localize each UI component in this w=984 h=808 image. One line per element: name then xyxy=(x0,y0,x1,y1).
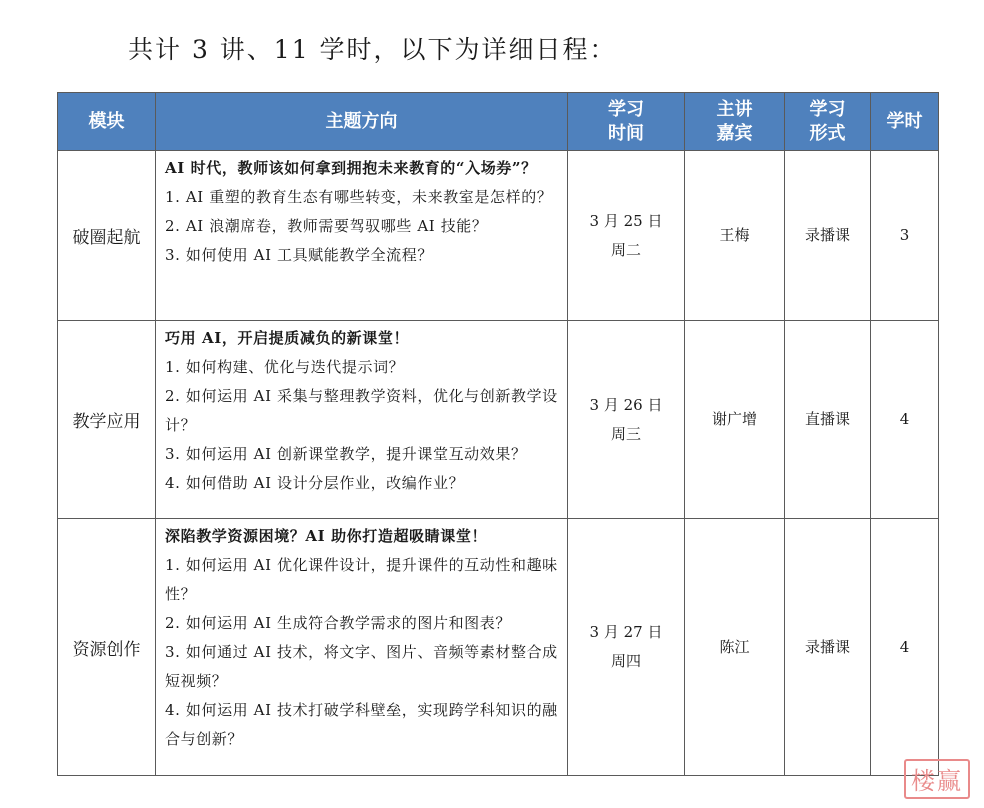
topic-item: 3. 如何通过 AI 技术，将文字、图片、音频等素材整合成短视频？ xyxy=(165,643,558,690)
table-row xyxy=(58,519,939,776)
topic-title: 巧用 AI，开启提质减负的新课堂！ xyxy=(165,329,410,347)
speaker-cell: 王梅 xyxy=(685,151,785,321)
topic-cell xyxy=(156,519,568,776)
hours-cell: 4 xyxy=(871,321,939,519)
topic-item: 1. 如何构建、优化与迭代提示词？ xyxy=(165,358,405,376)
header-speaker: 主讲 嘉宾 xyxy=(685,93,785,151)
format-cell: 录播课 xyxy=(785,151,871,321)
topic-item: 2. AI 浪潮席卷，教师需要驾驭哪些 AI 技能？ xyxy=(165,217,488,235)
table-row xyxy=(58,321,939,519)
hours-cell: 4 xyxy=(871,519,939,776)
topic-item: 3. 如何使用 AI 工具赋能教学全流程？ xyxy=(165,246,433,264)
date-text: 3 月 27 日 xyxy=(589,623,663,641)
module-cell: 破圈起航 xyxy=(58,151,156,321)
time-cell xyxy=(568,151,685,321)
topic-item: 3. 如何运用 AI 创新课堂教学，提升课堂互动效果？ xyxy=(165,445,527,463)
weekday-text: 周三 xyxy=(610,424,641,443)
time-cell xyxy=(568,321,685,519)
topic-cell xyxy=(156,151,568,321)
speaker-cell: 谢广增 xyxy=(685,321,785,519)
time-cell xyxy=(568,519,685,776)
date-text: 3 月 25 日 xyxy=(589,211,663,230)
module-cell: 教学应用 xyxy=(58,321,156,519)
date-text: 3 月 26 日 xyxy=(589,395,663,414)
topic-item: 4. 如何借助 AI 设计分层作业，改编作业？ xyxy=(165,474,465,492)
weekday-text: 周四 xyxy=(610,652,641,670)
topic-item: 2. 如何运用 AI 采集与整理教学资料，优化与创新教学设计？ xyxy=(165,387,558,434)
format-cell: 直播课 xyxy=(785,321,871,519)
table-row xyxy=(58,151,939,321)
watermark-seal: 楼赢 xyxy=(904,759,970,799)
table-header-row xyxy=(58,93,939,151)
hours-cell: 3 xyxy=(871,151,939,321)
topic-item: 2. 如何运用 AI 生成符合教学需求的图片和图表？ xyxy=(165,614,511,632)
schedule-table xyxy=(57,92,939,776)
header-topic: 主题方向 xyxy=(156,93,568,151)
topic-cell xyxy=(156,321,568,519)
speaker-cell: 陈江 xyxy=(685,519,785,776)
header-time: 学习 时间 xyxy=(568,93,685,151)
module-cell: 资源创作 xyxy=(58,519,156,776)
topic-item: 1. AI 重塑的教育生态有哪些转变，未来教室是怎样的？ xyxy=(165,188,553,206)
topic-item: 1. 如何运用 AI 优化课件设计，提升课件的互动性和趣味性？ xyxy=(165,556,558,603)
weekday-text: 周二 xyxy=(610,240,641,259)
header-format: 学习 形式 xyxy=(785,93,871,151)
topic-title: 深陷教学资源困境？AI 助你打造超吸睛课堂！ xyxy=(165,527,488,545)
intro-text: 共计 3 讲、11 学时，以下为详细日程： xyxy=(128,35,617,64)
header-hours: 学时 xyxy=(871,93,939,151)
topic-title: AI 时代，教师该如何拿到拥抱未来教育的“入场券”？ xyxy=(165,159,537,177)
topic-item: 4. 如何运用 AI 技术打破学科壁垒，实现跨学科知识的融合与创新？ xyxy=(165,701,558,748)
format-cell: 录播课 xyxy=(785,519,871,776)
header-module: 模块 xyxy=(58,93,156,151)
